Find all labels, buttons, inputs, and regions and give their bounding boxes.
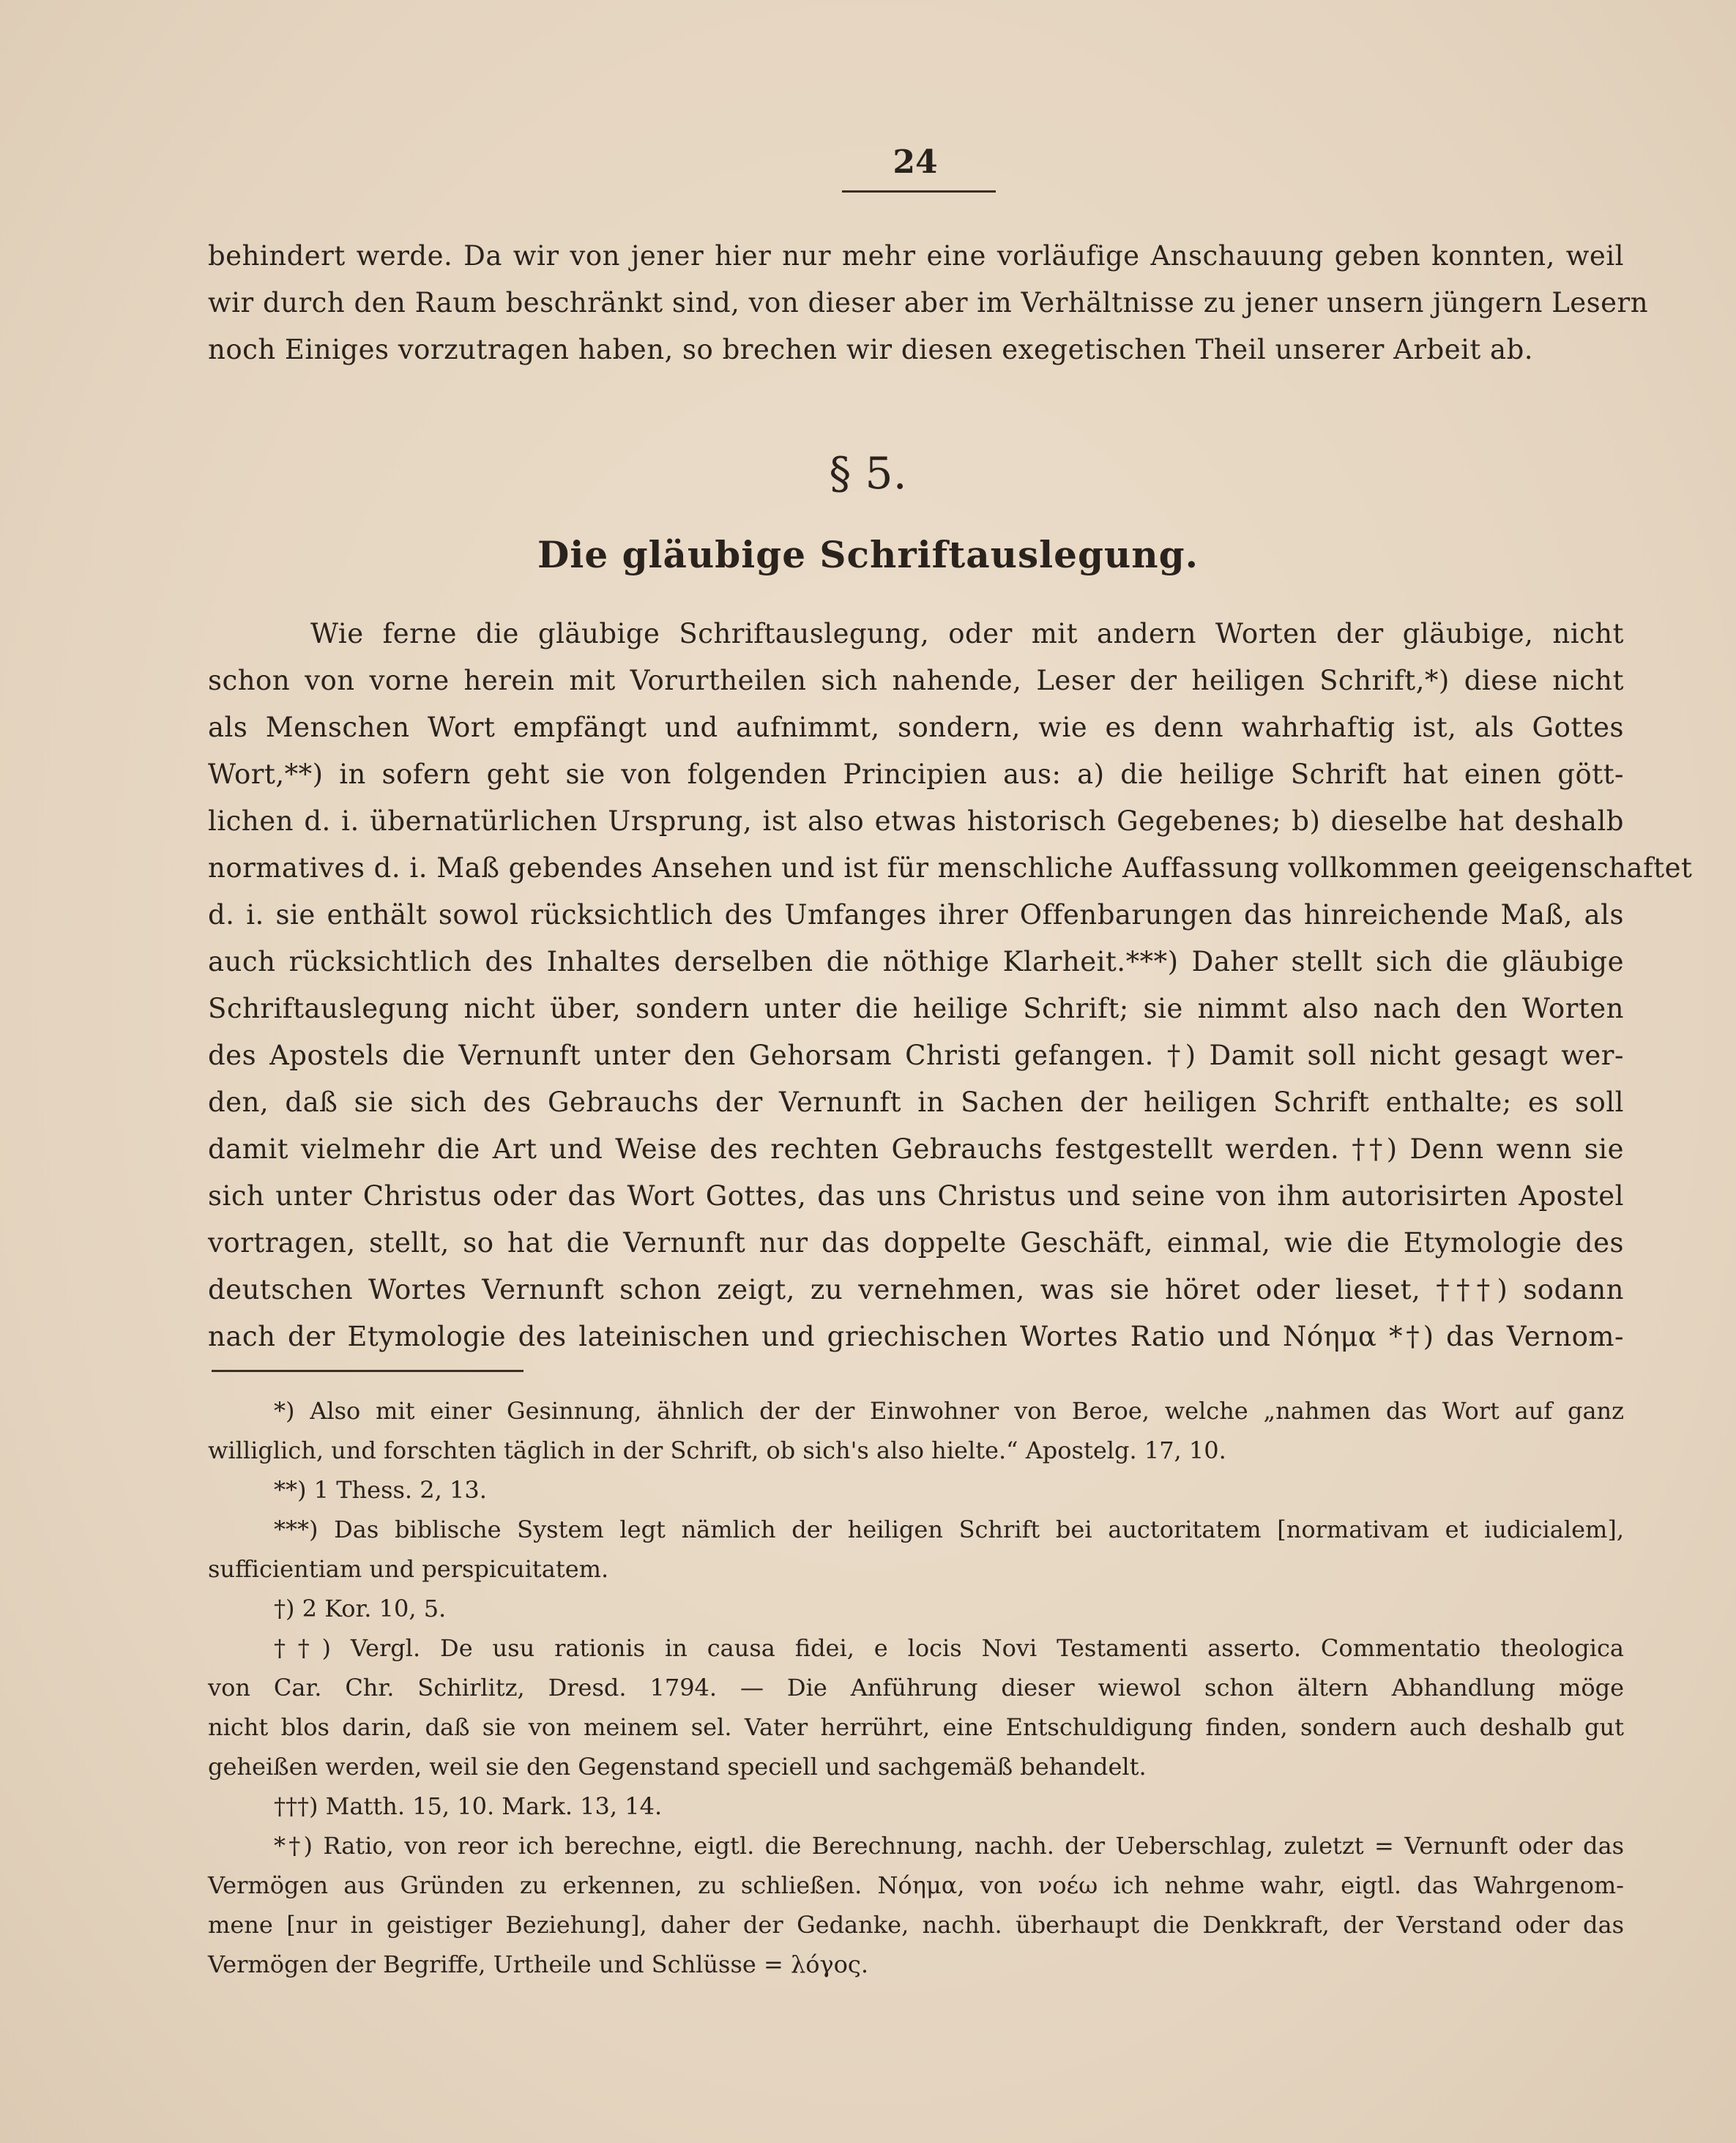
text-line: d. i. sie enthält sowol rücksichtlich des Umfanges ihrer Offenbarungen das hinreichende Maß, als: [208, 899, 1624, 931]
footnote-line: ***) Das biblische System legt nämlich der heiligen Schrift bei auctoritatem [normativam et iudicialem],: [274, 1516, 1624, 1543]
text-line: des Apostels die Vernunft unter den Gehorsam Christi gefangen. †) Damit soll nicht gesagt wer-: [208, 1040, 1624, 1071]
footnote: [208, 1470, 1624, 1510]
text-line: behindert werde. Da wir von jener hier nur mehr eine vorläufige Anschauung geben konnten, weil: [208, 240, 1624, 272]
text-line: wir durch den Raum beschränkt sind, von dieser aber im Verhältnisse zu jener unsern jüngern Lesern: [208, 287, 1649, 318]
footnote: [208, 1826, 1624, 1984]
text-line: Wie ferne die gläubige Schriftauslegung, oder mit andern Worten der gläubige, nicht: [310, 618, 1624, 649]
footnote-line: *†) Ratio, von reor ich berechne, eigtl. die Berechnung, nachh. der Ueberschlag, zuletzt = Vernunft oder das: [274, 1832, 1624, 1860]
footnote: [208, 1391, 1624, 1470]
footnote: [208, 1589, 1624, 1628]
main-paragraph: [208, 611, 1693, 1360]
text-line: Wort,**) in sofern geht sie von folgenden Principien aus: a) die heilige Schrift hat einen gött-: [208, 759, 1624, 790]
text-line: lichen d. i. übernatürlichen Ursprung, ist also etwas historisch Gegebenes; b) dieselbe hat deshalb: [208, 805, 1624, 837]
section-title: Die gläubige Schriftauslegung.: [537, 533, 1199, 576]
footnote-line: *) Also mit einer Gesinnung, ähnlich der der Einwohner von Beroe, welche „nahmen das Wort auf ganz: [274, 1397, 1624, 1425]
page-number-rule: [842, 190, 996, 193]
footnote-line: **) 1 Thess. 2, 13.: [274, 1476, 487, 1504]
footnote: [208, 1786, 1624, 1826]
text-line: deutschen Wortes Vernunft schon zeigt, zu vernehmen, was sie höret oder lieset, †††) sodann: [208, 1274, 1624, 1305]
footnotes: [208, 1391, 1624, 1984]
top-paragraph: [208, 233, 1649, 373]
text-line: nach der Etymologie des lateinischen und griechischen Wortes Ratio und Νόημα *†) das Vernom-: [208, 1321, 1624, 1352]
footnote-line: mene [nur in geistiger Beziehung], daher der Gedanke, nachh. überhaupt die Denkkraft, der Verstand oder das: [208, 1911, 1624, 1939]
text-line: damit vielmehr die Art und Weise des rechten Gebrauchs festgestellt werden. ††) Denn wenn sie: [208, 1133, 1624, 1165]
footnote-line: Vermögen der Begriffe, Urtheile und Schlüsse = λόγος.: [208, 1950, 868, 1978]
footnote-line: von Car. Chr. Schirlitz, Dresd. 1794. — Die Anführung dieser wiewol schon ältern Abhandlung möge: [208, 1674, 1624, 1702]
footnote: [208, 1628, 1624, 1786]
footnote-line: ††) Vergl. De usu rationis in causa fidei, e locis Novi Testamenti asserto. Commentatio theologica: [274, 1634, 1624, 1662]
section-number: § 5.: [829, 448, 907, 499]
footnote-rule: [212, 1370, 524, 1372]
footnote-line: geheißen werden, weil sie den Gegenstand speciell und sachgemäß behandelt.: [208, 1753, 1147, 1781]
footnote-line: williglich, und forschten täglich in der Schrift, ob sich's also hielte.“ Apostelg. 17, 10.: [208, 1436, 1226, 1464]
footnote-line: nicht blos darin, daß sie von meinem sel. Vater herrührt, eine Entschuldigung finden, sondern auch deshalb gut: [208, 1713, 1624, 1741]
text-line: noch Einiges vorzutragen haben, so brechen wir diesen exegetischen Theil unserer Arbeit ab.: [208, 334, 1534, 365]
text-line: Schriftauslegung nicht über, sondern unter die heilige Schrift; sie nimmt also nach den Worten: [208, 993, 1624, 1024]
page-number: 24: [893, 144, 938, 181]
text-line: auch rücksichtlich des Inhaltes derselben die nöthige Klarheit.***) Daher stellt sich die gläubige: [208, 946, 1624, 977]
text-line: normatives d. i. Maß gebendes Ansehen und ist für menschliche Auffassung vollkommen geeigenschaftet: [208, 852, 1693, 884]
footnote-line: Vermögen aus Gründen zu erkennen, zu schließen. Νόημα, von νοέω ich nehme wahr, eigtl. das Wahrgenom-: [208, 1871, 1624, 1899]
footnote-line: †††) Matth. 15, 10. Mark. 13, 14.: [274, 1792, 663, 1820]
text-line: schon von vorne herein mit Vorurtheilen sich nahende, Leser der heiligen Schrift,*) diese nicht: [208, 665, 1624, 696]
footnote: [208, 1510, 1624, 1589]
footnote-line: †) 2 Kor. 10, 5.: [274, 1595, 447, 1622]
text-line: als Menschen Wort empfängt und aufnimmt, sondern, wie es denn wahrhaftig ist, als Gottes: [208, 712, 1624, 743]
text-line: vortragen, stellt, so hat die Vernunft nur das doppelte Geschäft, einmal, wie die Etymologie des: [208, 1227, 1624, 1259]
footnote-line: sufficientiam und perspicuitatem.: [208, 1555, 609, 1583]
text-line: den, daß sie sich des Gebrauchs der Vernunft in Sachen der heiligen Schrift enthalte; es soll: [208, 1087, 1624, 1118]
text-line: sich unter Christus oder das Wort Gottes, das uns Christus und seine von ihm autorisirten Apostel: [208, 1180, 1624, 1212]
